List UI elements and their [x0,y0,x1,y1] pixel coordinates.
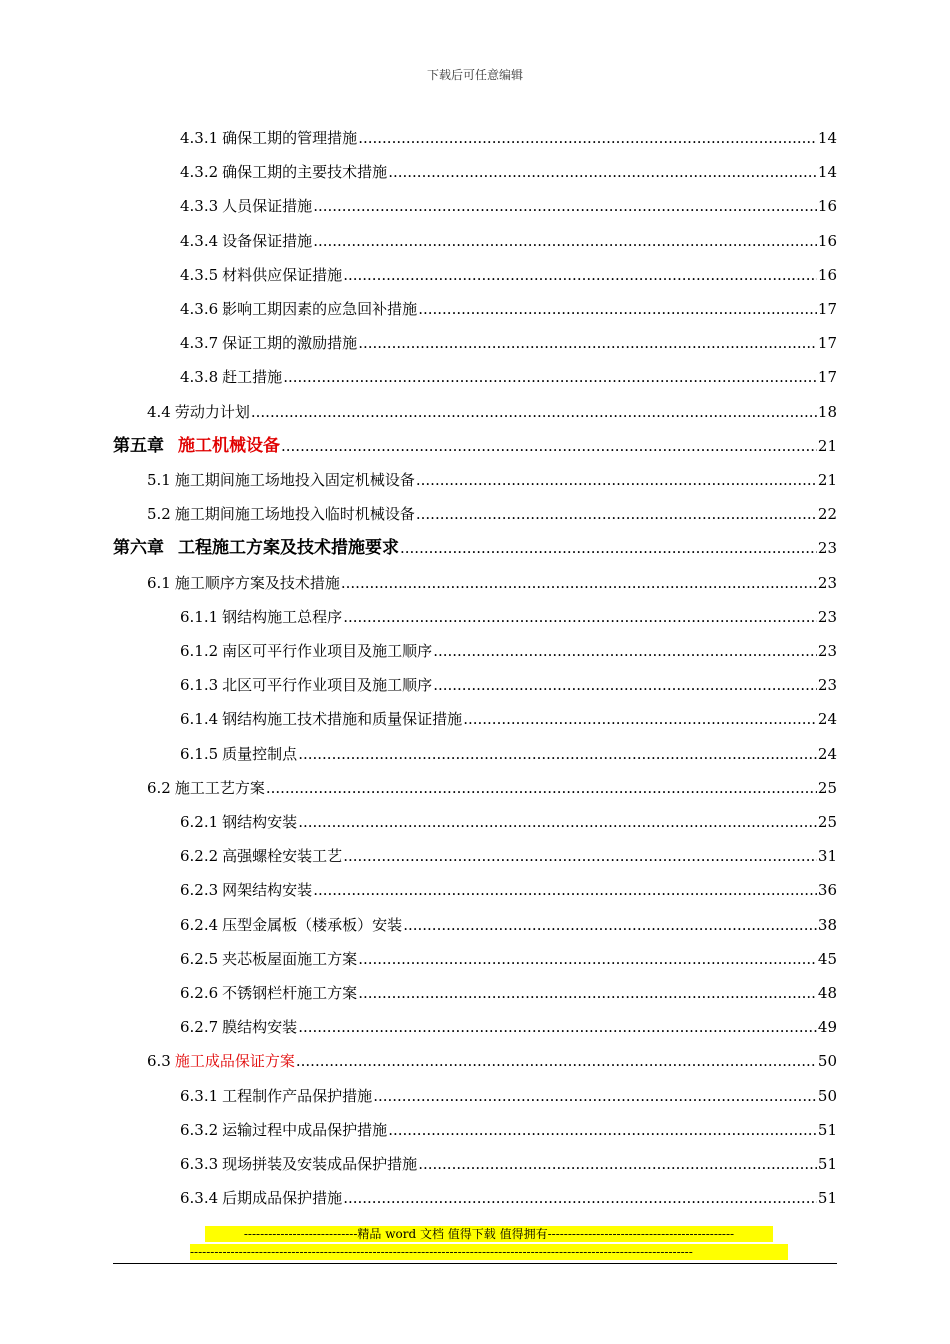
toc-dot-leader [463,709,817,729]
toc-entry-page: 21 [817,471,837,489]
footer-rule [113,1263,837,1264]
toc-entry-page: 23 [817,539,837,558]
toc-entry-title: 钢结构施工技术措施和质量保证措施 [222,710,463,729]
toc-entry-title: 不锈钢栏杆施工方案 [222,984,358,1002]
toc-entry-page: 22 [817,505,837,524]
toc-entry-title: 施工工艺方案 [174,778,265,797]
toc-entry-page: 36 [817,881,837,900]
toc-entry-number: 6.2 [147,778,171,797]
toc-entry-page: 38 [817,915,837,934]
toc-entry-number: 6.1.5 [180,744,219,763]
toc-entry-page: 25 [817,813,837,831]
toc-entry-page: 16 [817,265,837,284]
toc-entry-page: 50 [817,1052,837,1071]
toc-entry-page: 17 [817,300,837,318]
toc-entry-page: 21 [817,436,837,455]
toc-entry-number: 6.3.4 [180,1189,219,1208]
toc-entry[interactable] [0,1144,837,1174]
toc-entry-number: 4.3.8 [180,368,219,387]
toc-entry-number: 6.2.6 [180,984,219,1002]
toc-dot-leader [358,333,817,353]
footer-banner-dashes: ---------------------------------------------------------------------------------------------------------------------------- [190,1244,788,1260]
toc-dot-leader [281,436,817,456]
toc-entry-title: 施工成品保证方案 [174,1052,295,1071]
toc-entry-title: 高强螺栓安装工艺 [222,847,343,866]
toc-entry[interactable] [0,1007,837,1037]
toc-entry-number: 6.2.3 [180,881,219,900]
toc-entry-number: 4.3.4 [180,231,219,250]
toc-entry-number: 6.3.3 [180,1155,219,1173]
toc-entry-number: 6.2.1 [180,813,219,831]
toc-entry[interactable] [0,494,837,524]
toc-entry-page: 49 [817,1018,837,1037]
toc-entry[interactable] [0,1110,837,1140]
toc-entry-number: 6.2.5 [180,949,219,968]
toc-entry-title: 钢结构安装 [222,813,298,831]
toc-entry-page: 48 [817,984,837,1002]
toc-entry-number: 第五章 [113,435,164,456]
toc-entry-number: 4.3.6 [180,300,219,318]
toc-dot-leader [251,402,817,422]
toc-entry-title: 影响工期因素的应急回补措施 [222,300,418,318]
toc-entry-title: 确保工期的管理措施 [222,129,358,147]
toc-entry-title: 确保工期的主要技术措施 [222,163,388,182]
toc-entry-page: 24 [817,744,837,763]
toc-entry-title: 施工顺序方案及技术措施 [174,573,340,592]
toc-entry-title: 质量控制点 [222,744,298,763]
toc-entry[interactable] [0,118,837,148]
toc-entry[interactable] [0,631,837,661]
toc-dot-leader [343,607,817,627]
toc-entry[interactable] [0,460,837,490]
toc-dot-leader [388,162,817,182]
toc-entry-title: 工程制作产品保护措施 [222,1086,373,1105]
toc-entry[interactable] [0,836,837,866]
toc-dot-leader [313,231,817,251]
page-header: 下载后可任意编辑 [426,68,523,82]
toc-entry-page: 50 [817,1086,837,1105]
toc-entry-page: 25 [817,778,837,797]
toc-entry[interactable] [0,734,837,764]
toc-entry-number: 6.2.4 [180,915,219,934]
toc-entry[interactable] [0,939,837,969]
toc-entry-number: 5.2 [147,505,171,524]
toc-dot-leader [358,949,817,969]
toc-dot-leader [433,675,817,695]
toc-entry[interactable] [0,563,837,593]
toc-entry-page: 51 [817,1155,837,1173]
toc-dot-leader [400,538,817,558]
toc-dot-leader [403,915,817,935]
toc-dot-leader [298,1017,817,1037]
toc-entry[interactable] [0,392,837,422]
toc-entry-number: 6.3.1 [180,1086,219,1105]
toc-entry-title: 网架结构安装 [222,881,313,900]
toc-entry-title: 北区可平行作业项目及施工顺序 [222,676,433,695]
toc-dot-leader [418,1154,817,1174]
toc-entry-title: 施工期间施工场地投入临时机械设备 [174,505,415,524]
toc-entry-title: 赶工措施 [222,368,283,387]
toc-entry-page: 17 [817,334,837,353]
toc-entry-number: 4.3.7 [180,334,219,353]
toc-entry-number: 6.1.1 [180,607,219,626]
toc-entry-page: 51 [817,1120,837,1139]
toc-entry-number: 6.2.7 [180,1018,219,1037]
toc-dot-leader [418,299,817,319]
toc-dot-leader [416,504,817,524]
toc-dot-leader [416,470,817,490]
toc-entry-page: 23 [817,676,837,695]
toc-entry[interactable] [0,905,837,935]
toc-entry-number: 4.3.5 [180,265,219,284]
toc-entry-title: 工程施工方案及技术措施要求 [178,538,399,559]
toc-dot-leader [313,196,817,216]
toc-dot-leader [343,1188,817,1208]
toc-entry[interactable] [0,426,837,456]
toc-entry-title: 施工期间施工场地投入固定机械设备 [174,471,415,489]
toc-entry[interactable] [0,221,837,251]
toc-dot-leader [266,778,817,798]
toc-entry-page: 18 [817,402,837,421]
toc-entry-page: 17 [817,368,837,387]
toc-entry[interactable] [0,255,837,285]
toc-dot-leader [298,812,817,832]
toc-entry-page: 51 [817,1189,837,1208]
toc-entry-page: 45 [817,949,837,968]
toc-entry-number: 6.1.3 [180,676,219,695]
toc-entry-title: 夹芯板屋面施工方案 [222,949,358,968]
toc-entry-number: 5.1 [147,471,171,489]
toc-entry[interactable] [0,1076,837,1106]
toc-entry[interactable] [0,768,837,798]
toc-entry-title: 后期成品保护措施 [222,1189,343,1208]
toc-entry-title: 材料供应保证措施 [222,265,343,284]
toc-entry[interactable] [0,152,837,182]
toc-entry[interactable] [0,1178,837,1208]
toc-dot-leader [341,573,817,593]
toc-entry[interactable] [0,357,837,387]
toc-entry-title: 运输过程中成品保护措施 [222,1120,388,1139]
toc-entry-page: 23 [817,573,837,592]
toc-dot-leader [388,1120,817,1140]
toc-entry[interactable] [0,699,837,729]
toc-dot-leader [358,983,817,1003]
toc-entry-page: 14 [817,163,837,182]
toc-entry-page: 16 [817,231,837,250]
toc-entry[interactable] [0,323,837,353]
toc-dot-leader [313,880,817,900]
toc-dot-leader [283,367,817,387]
toc-entry-number: 第六章 [113,538,164,559]
toc-entry[interactable] [0,870,837,900]
toc-entry-title: 现场拼装及安装成品保护措施 [222,1155,418,1173]
toc-entry-title: 施工机械设备 [178,435,280,456]
toc-entry-number: 6.3.2 [180,1120,219,1139]
toc-entry[interactable] [0,802,837,832]
toc-entry-page: 24 [817,710,837,729]
toc-dot-leader [343,846,817,866]
toc-entry-page: 23 [817,642,837,660]
toc-dot-leader [298,744,817,764]
toc-entry[interactable] [0,597,837,627]
toc-entry-number: 6.1 [147,573,171,592]
toc-dot-leader [358,128,817,148]
toc-dot-leader [373,1086,817,1106]
toc-entry-title: 南区可平行作业项目及施工顺序 [222,642,433,660]
toc-entry[interactable] [0,528,837,558]
toc-entry-page: 31 [817,847,837,866]
toc-entry-number: 4.3.2 [180,163,219,182]
toc-entry-number: 6.1.2 [180,642,219,660]
toc-entry[interactable] [0,186,837,216]
toc-entry-title: 人员保证措施 [222,197,313,216]
toc-entry[interactable] [0,1041,837,1071]
toc-entry-page: 23 [817,607,837,626]
toc-entry-page: 16 [817,197,837,216]
toc-dot-leader [343,265,817,285]
footer-banner-text: ----------------------------精品 word 文档 值得下载 值得拥有---------------------------------------------- [205,1226,773,1242]
toc-entry[interactable] [0,973,837,1003]
toc-entry-number: 4.4 [147,402,171,421]
toc-entry[interactable] [0,289,837,319]
toc-entry-number: 6.1.4 [180,710,219,729]
toc-dot-leader [296,1051,817,1071]
toc-entry-title: 劳动力计划 [174,402,250,421]
toc-entry-number: 6.3 [147,1052,171,1071]
toc-entry-number: 4.3.1 [180,129,219,147]
toc-entry-title: 膜结构安装 [222,1018,298,1037]
toc-entry-title: 钢结构施工总程序 [222,607,343,626]
toc-dot-leader [433,641,817,661]
toc-entry-number: 6.2.2 [180,847,219,866]
toc-entry-title: 设备保证措施 [222,231,313,250]
toc-entry[interactable] [0,665,837,695]
toc-entry-title: 压型金属板（楼承板）安装 [222,915,403,934]
toc-entry-title: 保证工期的激励措施 [222,334,358,353]
toc-entry-page: 14 [817,129,837,147]
toc-entry-number: 4.3.3 [180,197,219,216]
